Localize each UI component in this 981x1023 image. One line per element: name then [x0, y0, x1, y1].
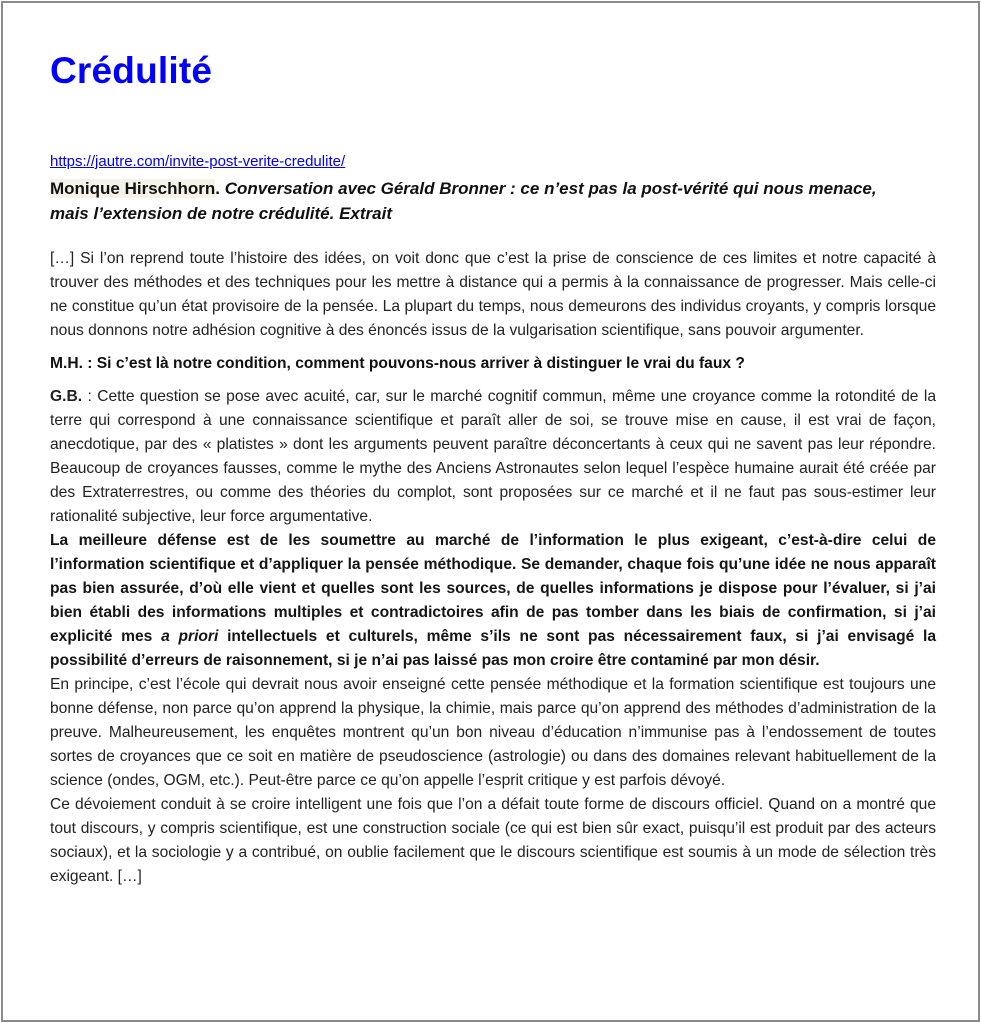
- citation-work-suffix: . Extrait: [329, 204, 392, 223]
- interview-question: M.H. : Si c’est là notre condition, comment pouvons-nous arriver à distinguer le vrai du faux ?: [50, 355, 745, 372]
- citation: [50, 176, 910, 226]
- citation-separator: .: [215, 179, 225, 198]
- paragraph-intro: […] Si l’on reprend toute l’histoire des idées, on voit donc que c’est la prise de conscience de ces limites et notre capacité à trouver des méthodes et des techniques pour les mettre à distance qui a permis à la connaissance de progresser. Mais celle-ci ne constitue qu’un état provisoire de la pensée. La plupart du temps, nous demeurons des individus croyants, y compris lorsque nous donnons notre adhésion cognitive à des énoncés issus de la vulgarisation scientifique, sans pouvoir argumenter.: [50, 250, 936, 339]
- article-body: [50, 247, 936, 889]
- source-link[interactable]: https://jautre.com/invite-post-verite-credulite/: [50, 153, 346, 170]
- emphasis-text-2: intellectuels et culturels, même s’ils ne sont pas nécessairement faux, si j’ai envisagé la possibilité d’erreurs de raisonnement, si je n’ai pas laissé pas mon croire être contaminé par mon désir.: [50, 628, 937, 669]
- answer-speaker: G.B.: [50, 388, 83, 405]
- document-title: Crédulité: [50, 50, 213, 91]
- paragraph-school: En principe, c’est l’école qui devrait nous avoir enseigné cette pensée méthodique et la formation scientifique est toujours une bonne défense, non parce qu’on apprend la physique, la chimie, mais parce qu’on apprend des méthodes d’administration de la preuve. Malheureusement, les enquêtes montrent qu’un bon niveau d’éducation n’immunise pas à l’endossement de toutes sortes de croyances que ce soit en matière de pseudoscience (astrologie) ou dans des domaines relevant habituellement de la science (ondes, OGM, etc.). Peut-être parce ce qu’on appelle l’esprit critique y est parfois dévoyé.: [50, 676, 936, 789]
- citation-author: Monique Hirschhorn: [50, 179, 216, 198]
- paragraph-closing: Ce dévoiement conduit à se croire intelligent une fois que l’on a défait toute forme de discours officiel. Quand on a montré que tout discours, y compris scientifique, est une construction sociale (ce qui est bien sûr exact, puisqu’il est produit par des acteurs sociaux), et la sociologie y a contribué, on oublie facilement que le discours scientifique est soumis à un mode de sélection très exigeant. […]: [50, 796, 936, 885]
- citation-work-title: Conversation avec Gérald Bronner : ce n’est pas la post-vérité qui nous menace, mais l’extension de notre crédulité: [50, 179, 877, 223]
- answer-text: : Cette question se pose avec acuité, car, sur le marché cognitif commun, même une croyance comme la rotondité de la terre qui correspond à une connaissance scientifique et paraît aller de soi, se trouve mise en cause, il est vrai de façon, anecdotique, par des « platistes » dont les arguments peuvent paraître déconcertants à ceux qui ne savent pas leur répondre. Beaucoup de croyances fausses, comme le mythe des Anciens Astronautes selon lequel l’espèce humaine aurait été créée par des Extraterrestres, ou comme des théories du complot, sont proposées sur ce marché et il ne faut pas sous-estimer leur rationalité subjective, leur force argumentative.: [50, 388, 936, 525]
- paragraph-answer: [50, 385, 936, 529]
- emphasis-italic: a priori: [161, 628, 219, 645]
- emphasis-text-1: La meilleure défense est de les soumettre au marché de l’information le plus exigeant, c’est-à-dire celui de l’information scientifique et d’appliquer la pensée méthodique. Se demander, chaque fois qu’une idée ne nous apparaît pas bien assurée, d’où elle vient et quelles sont les sources, de quelles informations je dispose pour l’évaluer, si j’ai bien établi des informations multiples et contradictoires afin de pas tomber dans les biais de confirmation, si j’ai explicité mes: [50, 532, 936, 645]
- paragraph-emphasis: [50, 529, 936, 673]
- document-frame: [1, 1, 980, 1022]
